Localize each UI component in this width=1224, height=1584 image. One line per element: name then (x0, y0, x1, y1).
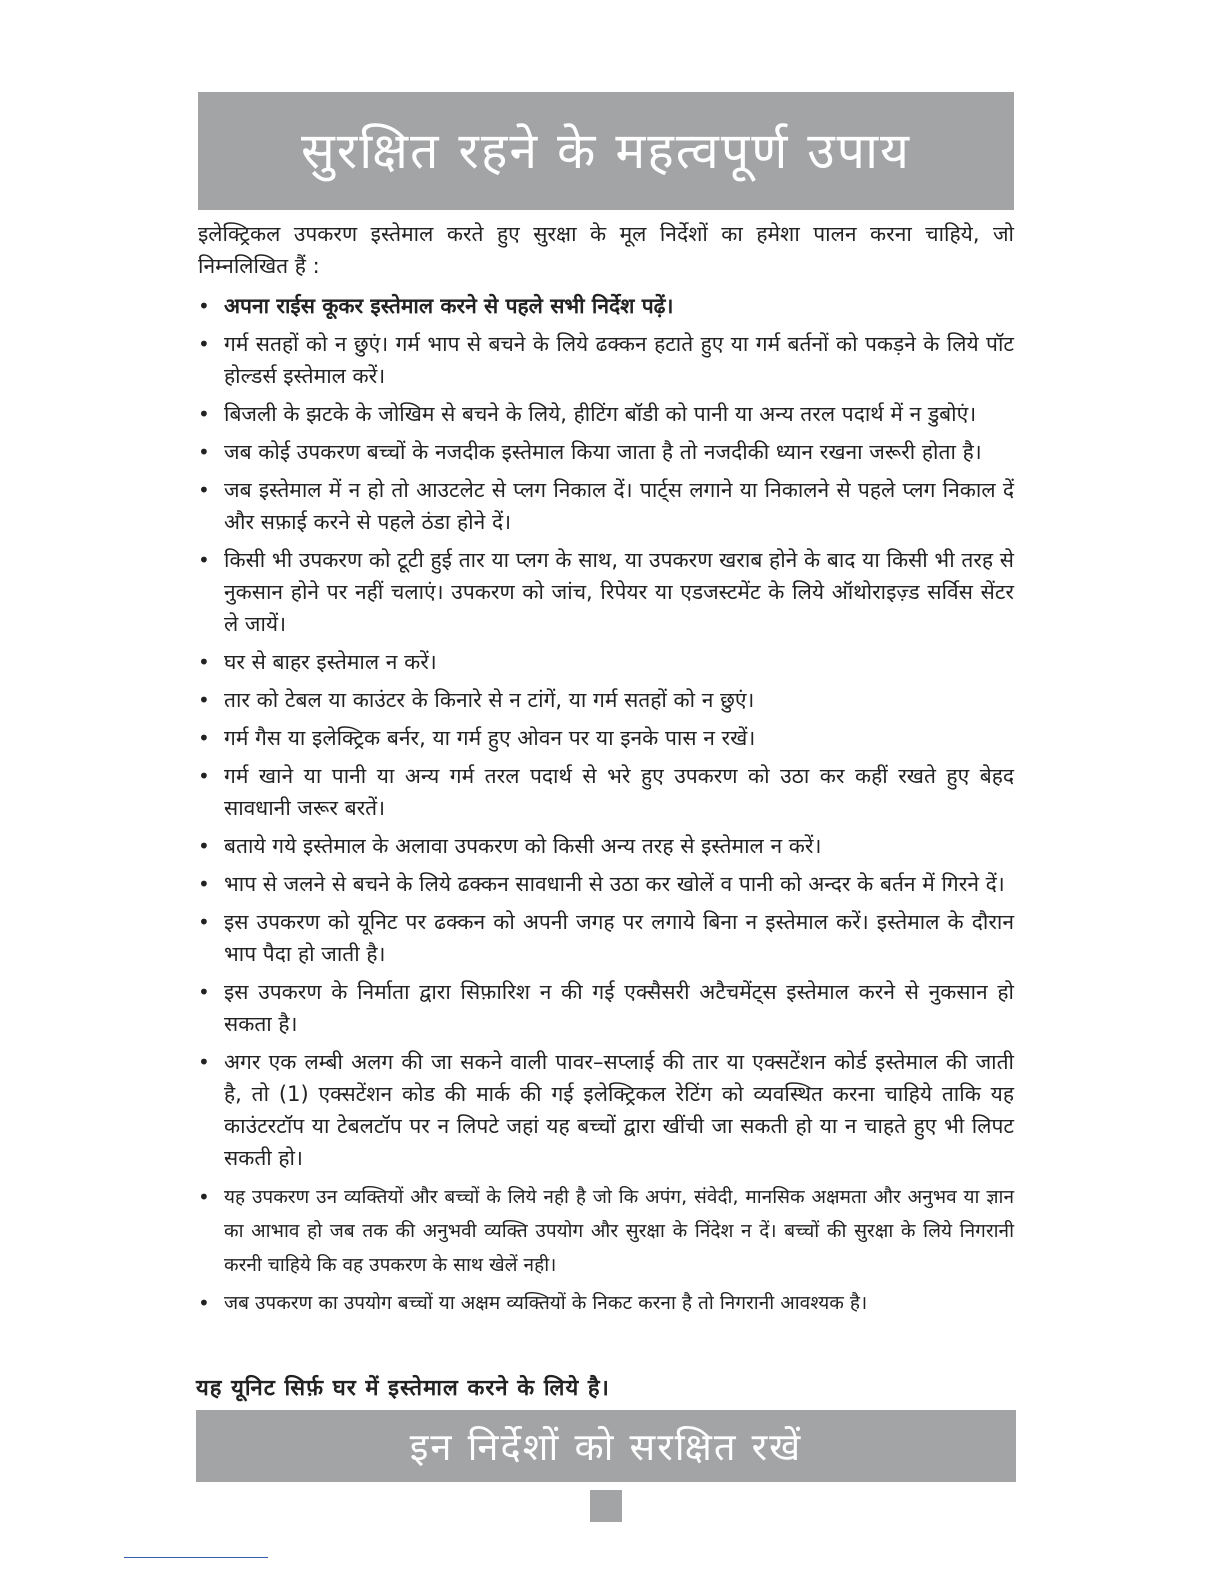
bullet-icon: • (198, 1050, 210, 1074)
list-item (198, 398, 1014, 430)
rule-text: अगर एक लम्बी अलग की जा सकने वाली पावर–सप्लाई की तार या एक्सटेंशन कोर्ड इस्तेमाल की जाती है, तो (1) एक्सटेंशन कोड की मार्क की गई इलेक्ट्रिकल रेटिंग को व्यवस्थित करना चाहिये ताकि यह काउंटरटॉप या टेबलटॉप पर न लिपटे जहां यह बच्चों द्वारा खींची जा सकती हो या न चाहते हुए भी लिपट सकती हो। (224, 1050, 1014, 1170)
rule-text: बिजली के झटके के जोखिम से बचने के लिये, हीटिंग बॉडी को पानी या अन्य तरल पदार्थ में न डुबोएं। (224, 402, 977, 426)
bullet-icon: • (198, 332, 210, 356)
list-item (198, 906, 1014, 970)
bullet-icon: • (198, 872, 210, 896)
rule-text: गर्म गैस या इलेक्ट्रिक बर्नर, या गर्म हुए ओवन पर या इनके पास न रखें। (224, 726, 756, 750)
rule-text: इस उपकरण को यूनिट पर ढक्कन को अपनी जगह पर लगाये बिना न इस्तेमाल करें। इस्तेमाल के दौरान भाप पैदा हो जाती है। (224, 910, 1014, 966)
bullet-icon: • (198, 764, 210, 788)
list-item (198, 722, 1014, 754)
list-item (198, 1180, 1014, 1282)
bullet-icon: • (198, 910, 210, 934)
rule-text: यह उपकरण उन व्यक्तियों और बच्चों के लिये नही है जो कि अपंग, संवेदी, मानसिक अक्षमता और अनुभव या ज्ञान का आभाव हो जब तक की अनुभवी व्यक्ति उपयोग और सुरक्षा के निंदेश न दें। बच्चों की सुरक्षा के लिये निगरानी करनी चाहिये कि वह उपकरण के साथ खेलें नही। (224, 1186, 1014, 1276)
footer-banner (196, 1410, 1016, 1482)
list-item (198, 474, 1014, 538)
list-item (198, 290, 1014, 322)
bullet-icon: • (198, 548, 210, 572)
bullet-icon: • (198, 980, 210, 1004)
list-item (198, 760, 1014, 824)
bullet-icon: • (198, 688, 210, 712)
rule-text: किसी भी उपकरण को टूटी हुई तार या प्लग के साथ, या उपकरण खराब होने के बाद या किसी भी तरह से नुकसान होने पर नहीं चलाएं। उपकरण को जांच, रिपेयर या एडजस्टमेंट के लिये ऑथोराइज़्ड सर्विस सेंटर ले जायें। (224, 548, 1014, 636)
list-item (198, 646, 1014, 678)
rule-text: जब उपकरण का उपयोग बच्चों या अक्षम व्यक्तियों के निकट करना है तो निगरानी आवश्यक है। (224, 1292, 868, 1314)
bullet-icon: • (198, 440, 210, 464)
rule-text: बताये गये इस्तेमाल के अलावा उपकरण को किसी अन्य तरह से इस्तेमाल न करें। (224, 834, 822, 858)
rule-text: इस उपकरण के निर्माता द्वारा सिफ़ारिश न की गई एक्सैसरी अटैचमेंट्स इस्तेमाल करने से नुकसान हो सकता है। (224, 980, 1014, 1036)
title-banner (198, 92, 1014, 210)
list-item (198, 328, 1014, 392)
footnote-divider (124, 1557, 268, 1558)
bullet-icon: • (198, 478, 210, 502)
rule-text: तार को टेबल या काउंटर के किनारे से न टांगें, या गर्म सतहों को न छुएं। (224, 688, 755, 712)
bullet-icon: • (198, 1185, 210, 1209)
list-item (198, 684, 1014, 716)
list-item (198, 1286, 1014, 1320)
rule-text: गर्म खाने या पानी या अन्य गर्म तरल पदार्थ से भरे हुए उपकरण को उठा कर कहीं रखते हुए बेहद सावधानी जरूर बरतें। (224, 764, 1014, 820)
bullet-icon: • (198, 726, 210, 750)
list-item (198, 1046, 1014, 1174)
rule-text: घर से बाहर इस्तेमाल न करें। (224, 650, 437, 674)
page-number-box (590, 1490, 622, 1522)
home-use-note: यह यूनिट सिर्फ़ घर में इस्तेमाल करने के लिये है। (196, 1376, 610, 1401)
bullet-icon: • (198, 650, 210, 674)
rule-text: गर्म सतहों को न छुएं। गर्म भाप से बचने के लिये ढक्कन हटाते हुए या गर्म बर्तनों को पकड़ने के लिये पॉट होल्डर्स इस्तेमाल करें। (224, 332, 1014, 388)
bullet-icon: • (198, 834, 210, 858)
bullet-icon: • (198, 1291, 210, 1315)
intro-paragraph: इलेक्ट्रिकल उपकरण इस्तेमाल करते हुए सुरक्षा के मूल निर्देशों का हमेशा पालन करना चाहिये, जो निम्नलिखित हैं : (198, 222, 1014, 278)
bullet-icon: • (198, 294, 210, 318)
list-item (198, 830, 1014, 862)
bullet-icon: • (198, 402, 210, 426)
rule-text: अपना राईस कूकर इस्तेमाल करने से पहले सभी निर्देश पढ़ें। (224, 294, 674, 318)
list-item (198, 436, 1014, 468)
safety-rules-list (198, 290, 1014, 1324)
list-item (198, 868, 1014, 900)
list-item (198, 976, 1014, 1040)
page-title: सुरक्षित रहने के महत्वपूर्ण उपाय (300, 122, 912, 180)
rule-text: जब कोई उपकरण बच्चों के नजदीक इस्तेमाल किया जाता है तो नजदीकी ध्यान रखना जरूरी होता है। (224, 440, 982, 464)
rule-text: जब इस्तेमाल में न हो तो आउटलेट से प्लग निकाल दें। पार्ट्स लगाने या निकालने से पहले प्लग निकाल दें और सफ़ाई करने से पहले ठंडा होने दें। (224, 478, 1014, 534)
list-item (198, 544, 1014, 640)
footer-banner-text: इन निर्देशों को सरक्षित रखें (409, 1425, 803, 1469)
rule-text: भाप से जलने से बचने के लिये ढक्कन सावधानी से उठा कर खोलें व पानी को अन्दर के बर्तन में गिरने दें। (224, 872, 1005, 896)
